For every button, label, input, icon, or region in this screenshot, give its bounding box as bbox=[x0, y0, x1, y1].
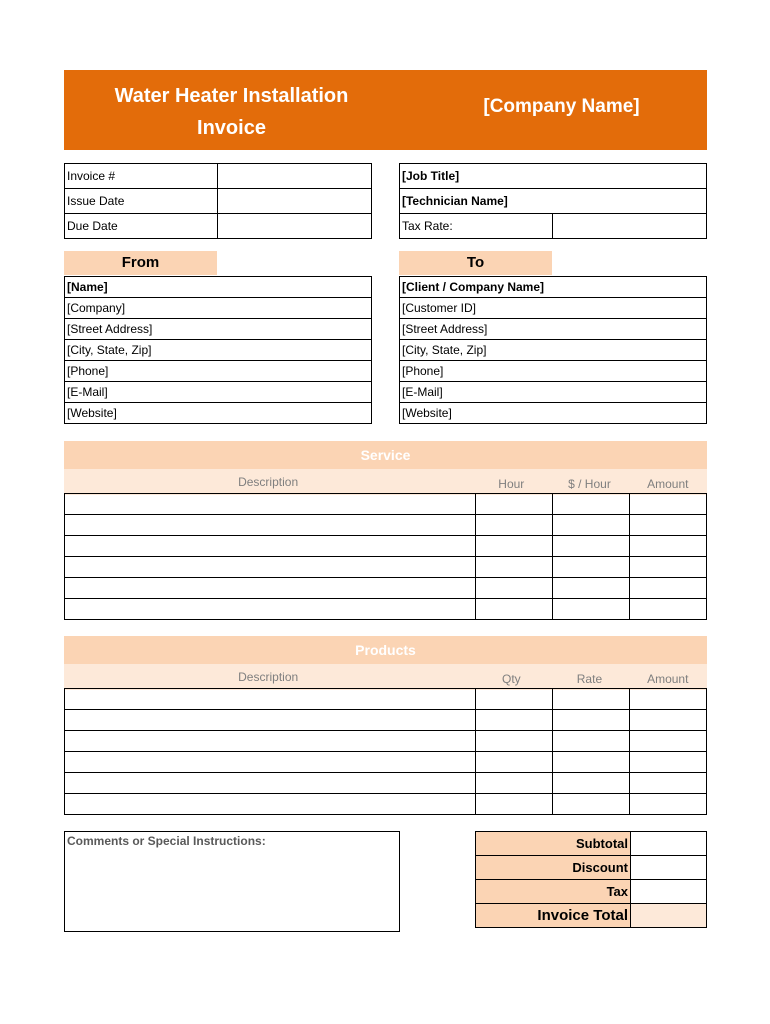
service-line-cell[interactable] bbox=[630, 599, 707, 620]
products-line-cell[interactable] bbox=[553, 689, 630, 710]
to-label: To bbox=[399, 251, 552, 275]
products-line-cell[interactable] bbox=[65, 731, 476, 752]
service-line-cell[interactable] bbox=[553, 599, 630, 620]
service-line-cell[interactable] bbox=[65, 578, 476, 599]
products-line-cell[interactable] bbox=[553, 710, 630, 731]
job-info-row bbox=[400, 189, 707, 214]
from-row bbox=[65, 403, 372, 424]
service-line-cell[interactable] bbox=[476, 494, 553, 515]
products-col-description: Description bbox=[64, 664, 472, 690]
from-city-field[interactable]: [City, State, Zip] bbox=[65, 340, 372, 361]
service-line-cell[interactable] bbox=[476, 557, 553, 578]
products-line-cell[interactable] bbox=[630, 689, 707, 710]
from-label: From bbox=[64, 251, 217, 275]
products-line-cell[interactable] bbox=[553, 794, 630, 815]
service-line-cell[interactable] bbox=[65, 536, 476, 557]
to-row bbox=[400, 340, 707, 361]
from-row bbox=[65, 319, 372, 340]
from-row bbox=[65, 298, 372, 319]
due-date-label: Due Date bbox=[65, 214, 218, 239]
service-line-cell[interactable] bbox=[476, 515, 553, 536]
products-line-cell[interactable] bbox=[65, 710, 476, 731]
from-email-field[interactable]: [E-Mail] bbox=[65, 382, 372, 403]
products-line-cell[interactable] bbox=[553, 752, 630, 773]
job-info-row bbox=[400, 214, 707, 239]
service-line-row bbox=[65, 494, 707, 515]
job-info-row bbox=[400, 164, 707, 189]
service-line-cell[interactable] bbox=[553, 578, 630, 599]
products-line-cell[interactable] bbox=[476, 752, 553, 773]
service-line-cell[interactable] bbox=[65, 599, 476, 620]
to-address-table bbox=[399, 276, 707, 424]
service-line-cell[interactable] bbox=[630, 536, 707, 557]
products-line-cell[interactable] bbox=[65, 752, 476, 773]
tax-rate-label: Tax Rate: bbox=[400, 214, 553, 239]
service-lines-table bbox=[64, 493, 707, 620]
tax-label: Tax bbox=[476, 880, 631, 904]
invoice-title bbox=[64, 80, 399, 144]
invoice-title-line2: Invoice bbox=[197, 117, 266, 139]
products-line-row bbox=[65, 689, 707, 710]
invoice-info-row bbox=[65, 189, 372, 214]
to-row bbox=[400, 319, 707, 340]
service-line-row bbox=[65, 515, 707, 536]
service-line-cell[interactable] bbox=[476, 578, 553, 599]
products-line-row bbox=[65, 752, 707, 773]
subtotal-row bbox=[476, 832, 707, 856]
to-street-field[interactable]: [Street Address] bbox=[400, 319, 707, 340]
from-website-field[interactable]: [Website] bbox=[65, 403, 372, 424]
service-line-row bbox=[65, 578, 707, 599]
service-line-cell[interactable] bbox=[630, 578, 707, 599]
due-date-field[interactable] bbox=[218, 214, 372, 239]
invoice-title-line1: Water Heater Installation bbox=[114, 85, 349, 107]
products-line-cell[interactable] bbox=[476, 794, 553, 815]
to-row bbox=[400, 403, 707, 424]
products-line-row bbox=[65, 731, 707, 752]
products-line-row bbox=[65, 773, 707, 794]
products-line-cell[interactable] bbox=[553, 731, 630, 752]
to-row bbox=[400, 277, 707, 298]
products-line-cell[interactable] bbox=[630, 794, 707, 815]
service-line-cell[interactable] bbox=[65, 557, 476, 578]
service-line-cell[interactable] bbox=[553, 494, 630, 515]
service-line-cell[interactable] bbox=[476, 536, 553, 557]
products-col-rate: Rate bbox=[550, 664, 628, 690]
invoice-info-table bbox=[64, 163, 372, 239]
tax-value[interactable] bbox=[631, 880, 707, 904]
products-line-cell[interactable] bbox=[630, 710, 707, 731]
invoice-info-row bbox=[65, 214, 372, 239]
to-row bbox=[400, 298, 707, 319]
discount-value[interactable] bbox=[631, 856, 707, 880]
service-line-cell[interactable] bbox=[553, 515, 630, 536]
job-info-table bbox=[399, 163, 707, 239]
comments-label: Comments or Special Instructions: bbox=[67, 834, 266, 848]
products-col-qty: Qty bbox=[472, 664, 550, 690]
products-line-row bbox=[65, 794, 707, 815]
invoice-total-row bbox=[476, 904, 707, 928]
issue-date-field[interactable] bbox=[218, 189, 372, 214]
service-line-cell[interactable] bbox=[553, 557, 630, 578]
to-row bbox=[400, 361, 707, 382]
invoice-total-value[interactable] bbox=[631, 904, 707, 928]
service-line-cell[interactable] bbox=[65, 494, 476, 515]
to-city-field[interactable]: [City, State, Zip] bbox=[400, 340, 707, 361]
products-col-amount: Amount bbox=[629, 664, 707, 690]
subtotal-label: Subtotal bbox=[476, 832, 631, 856]
service-line-cell[interactable] bbox=[476, 599, 553, 620]
totals-table bbox=[475, 831, 707, 928]
products-line-cell[interactable] bbox=[630, 731, 707, 752]
tax-row bbox=[476, 880, 707, 904]
products-line-cell[interactable] bbox=[476, 773, 553, 794]
from-street-field[interactable]: [Street Address] bbox=[65, 319, 372, 340]
to-client-field[interactable]: [Client / Company Name] bbox=[400, 277, 707, 298]
issue-date-label: Issue Date bbox=[65, 189, 218, 214]
products-line-cell[interactable] bbox=[476, 710, 553, 731]
to-phone-field[interactable]: [Phone] bbox=[400, 361, 707, 382]
products-column-headers bbox=[64, 664, 707, 690]
tax-rate-field[interactable] bbox=[553, 214, 707, 239]
service-column-headers bbox=[64, 469, 707, 495]
products-line-cell[interactable] bbox=[553, 773, 630, 794]
products-line-cell[interactable] bbox=[65, 773, 476, 794]
service-col-rate: $ / Hour bbox=[550, 469, 628, 495]
service-col-hour: Hour bbox=[472, 469, 550, 495]
from-row bbox=[65, 277, 372, 298]
products-lines-table bbox=[64, 688, 707, 815]
products-line-cell[interactable] bbox=[476, 731, 553, 752]
products-line-cell[interactable] bbox=[476, 689, 553, 710]
products-line-row bbox=[65, 710, 707, 731]
discount-label: Discount bbox=[476, 856, 631, 880]
invoice-number-label: Invoice # bbox=[65, 164, 218, 189]
products-line-cell[interactable] bbox=[65, 794, 476, 815]
service-line-cell[interactable] bbox=[630, 557, 707, 578]
invoice-total-label: Invoice Total bbox=[476, 904, 631, 928]
to-customer-id-field[interactable]: [Customer ID] bbox=[400, 298, 707, 319]
service-line-row bbox=[65, 557, 707, 578]
service-line-row bbox=[65, 536, 707, 557]
to-email-field[interactable]: [E-Mail] bbox=[400, 382, 707, 403]
to-website-field[interactable]: [Website] bbox=[400, 403, 707, 424]
from-row bbox=[65, 361, 372, 382]
from-row bbox=[65, 382, 372, 403]
from-address-table bbox=[64, 276, 372, 424]
company-name[interactable]: [Company Name] bbox=[483, 96, 640, 117]
products-section-title: Products bbox=[64, 636, 707, 664]
job-title-field[interactable]: [Job Title] bbox=[400, 164, 707, 189]
products-line-cell[interactable] bbox=[630, 773, 707, 794]
service-line-cell[interactable] bbox=[630, 515, 707, 536]
service-line-cell[interactable] bbox=[630, 494, 707, 515]
service-section-title: Service bbox=[64, 441, 707, 469]
invoice-header bbox=[64, 70, 707, 150]
technician-name-field[interactable]: [Technician Name] bbox=[400, 189, 707, 214]
service-header-row bbox=[64, 469, 707, 495]
from-name-field[interactable]: [Name] bbox=[65, 277, 372, 298]
service-line-cell[interactable] bbox=[553, 536, 630, 557]
service-line-cell[interactable] bbox=[65, 515, 476, 536]
service-col-description: Description bbox=[64, 469, 472, 495]
subtotal-value[interactable] bbox=[631, 832, 707, 856]
invoice-info-row bbox=[65, 164, 372, 189]
from-company-field[interactable]: [Company] bbox=[65, 298, 372, 319]
products-header-row bbox=[64, 664, 707, 690]
from-phone-field[interactable]: [Phone] bbox=[65, 361, 372, 382]
comments-box[interactable] bbox=[64, 831, 400, 932]
invoice-number-field[interactable] bbox=[218, 164, 372, 189]
to-row bbox=[400, 382, 707, 403]
service-col-amount: Amount bbox=[629, 469, 707, 495]
service-line-row bbox=[65, 599, 707, 620]
discount-row bbox=[476, 856, 707, 880]
from-row bbox=[65, 340, 372, 361]
products-line-cell[interactable] bbox=[630, 752, 707, 773]
products-line-cell[interactable] bbox=[65, 689, 476, 710]
